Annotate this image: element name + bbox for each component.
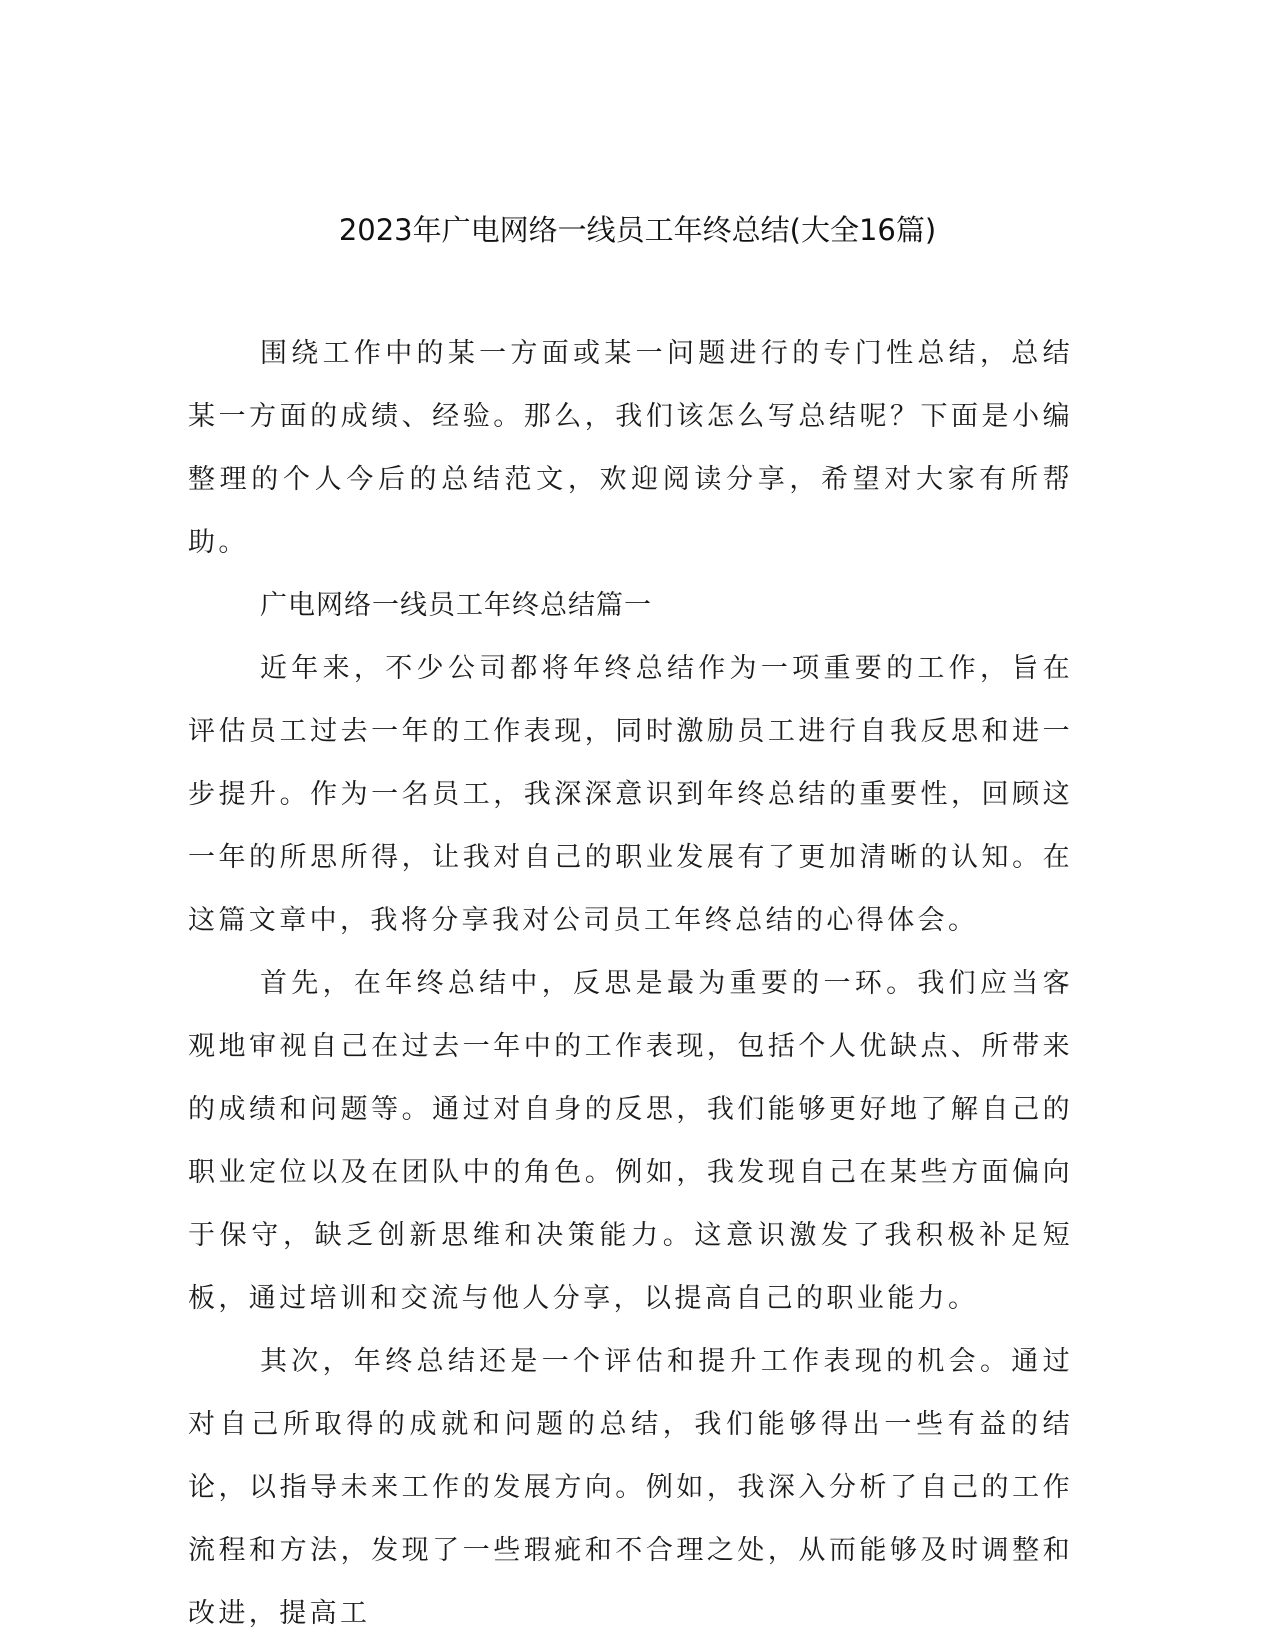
intro-paragraph: 围绕工作中的某一方面或某一问题进行的专门性总结，总结某一方面的成绩、经验。那么，我们该怎么写总结呢？下面是小编整理的个人今后的总结范文，欢迎阅读分享，希望对大家有所帮助。 xyxy=(188,338,1073,558)
document-body xyxy=(188,322,1073,1645)
section-heading: 广电网络一线员工年终总结篇一 xyxy=(260,590,652,621)
body-paragraph-3: 其次，年终总结还是一个评估和提升工作表现的机会。通过对自己所取得的成就和问题的总结，我们能够得出一些有益的结论，以指导未来工作的发展方向。例如，我深入分析了自己的工作流程和方法，发现了一些瑕疵和不合理之处，从而能够及时调整和改进，提高工 xyxy=(188,1346,1073,1629)
document-title: 2023年广电网络一线员工年终总结(大全16篇) xyxy=(338,213,937,247)
body-paragraph-2: 首先，在年终总结中，反思是最为重要的一环。我们应当客观地审视自己在过去一年中的工作表现，包括个人优缺点、所带来的成绩和问题等。通过对自身的反思，我们能够更好地了解自己的职业定位以及在团队中的角色。例如，我发现自己在某些方面偏向于保守，缺乏创新思维和决策能力。这意识激发了我积极补足短板，通过培训和交流与他人分享，以提高自己的职业能力。 xyxy=(188,968,1073,1314)
body-paragraph-1: 近年来，不少公司都将年终总结作为一项重要的工作，旨在评估员工过去一年的工作表现，同时激励员工进行自我反思和进一步提升。作为一名员工，我深深意识到年终总结的重要性，回顾这一年的所思所得，让我对自己的职业发展有了更加清晰的认知。在这篇文章中，我将分享我对公司员工年终总结的心得体会。 xyxy=(188,653,1073,936)
